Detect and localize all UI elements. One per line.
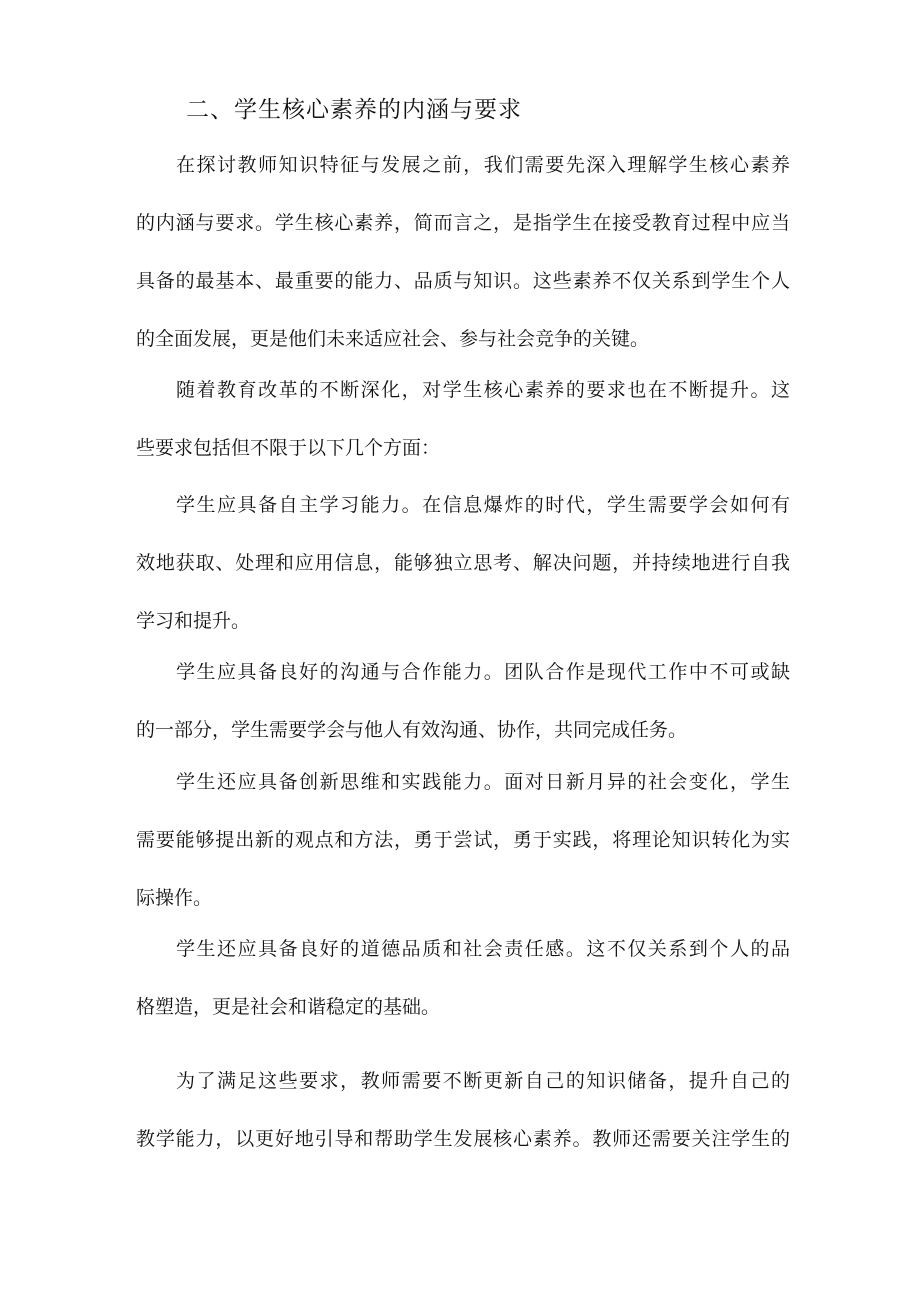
paragraph-line: 学习和提升。 (136, 610, 251, 632)
paragraph-line: 学生还应具备创新思维和实践能力。面对日新月异的社会变化，学生 (176, 771, 790, 793)
paragraph-line: 的一部分，学生需要学会与他人有效沟通、协作，共同完成任务。 (136, 719, 688, 741)
section-heading: 二、学生核心素养的内涵与要求 (186, 97, 522, 123)
paragraph-line: 效地获取、处理和应用信息，能够独立思考、解决问题，并持续地进行自我 (136, 552, 790, 574)
paragraph-line: 际操作。 (136, 887, 213, 909)
paragraph-line: 的全面发展，更是他们未来适应社会、参与社会竞争的关键。 (136, 328, 650, 350)
paragraph-teacher-response (136, 1052, 790, 1168)
paragraph-communication (136, 643, 790, 759)
paragraph-line: 学生应具备良好的沟通与合作能力。团队合作是现代工作中不可或缺 (176, 661, 790, 683)
paragraph-innovation (136, 753, 790, 927)
paragraph-line: 学生应具备自主学习能力。在信息爆炸的时代，学生需要学会如何有 (176, 494, 790, 516)
paragraph-line: 学生还应具备良好的道德品质和社会责任感。这不仅关系到个人的品 (176, 938, 790, 960)
paragraph-line: 需要能够提出新的观点和方法，勇于尝试，勇于实践，将理论知识转化为实 (136, 829, 790, 851)
paragraph-core-literacy-definition (136, 136, 790, 368)
paragraph-self-learning (136, 476, 790, 650)
paragraph-line: 随着教育改革的不断深化，对学生核心素养的要求也在不断提升。这 (176, 379, 790, 401)
paragraph-morality (136, 920, 790, 1036)
paragraph-line: 格塑造，更是社会和谐稳定的基础。 (136, 996, 441, 1018)
paragraph-line: 为了满足这些要求，教师需要不断更新自己的知识储备，提升自己的 (176, 1070, 790, 1092)
paragraph-line: 的内涵与要求。学生核心素养，简而言之，是指学生在接受教育过程中应当 (136, 212, 790, 234)
paragraph-line: 具备的最基本、最重要的能力、品质与知识。这些素养不仅关系到学生个人 (136, 270, 790, 292)
paragraph-line: 教学能力，以更好地引导和帮助学生发展核心素养。教师还需要关注学生的 (136, 1128, 790, 1150)
paragraph-line: 些要求包括但不限于以下几个方面： (136, 437, 441, 459)
paragraph-requirements-intro (136, 361, 790, 477)
paragraph-line: 在探讨教师知识特征与发展之前，我们需要先深入理解学生核心素养 (176, 154, 790, 176)
